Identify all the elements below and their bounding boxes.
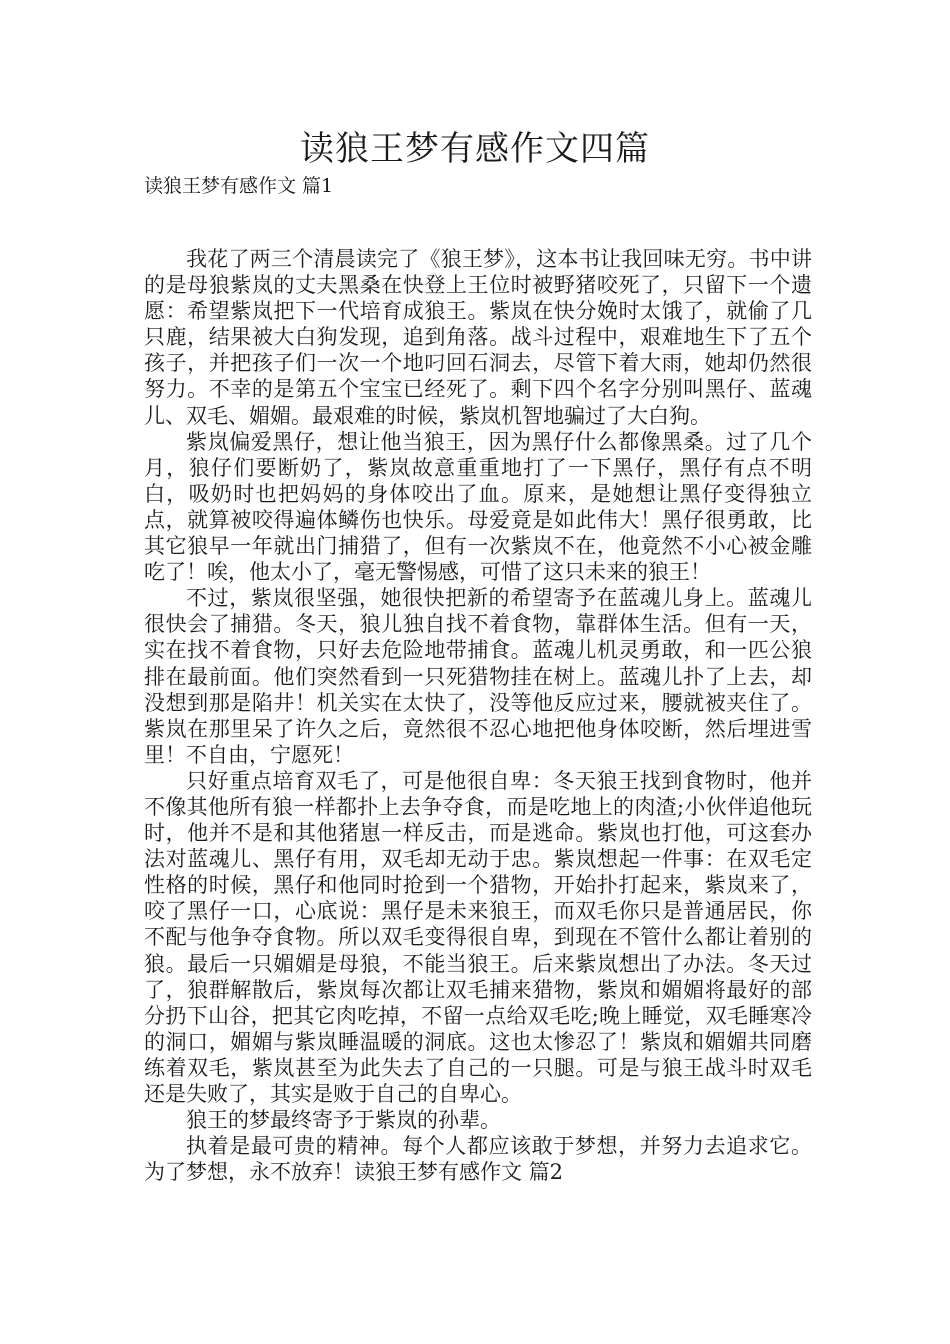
paragraph: 只好重点培育双毛了，可是他很自卑：冬天狼王找到食物时，他并不像其他所有狼一样都扑上去争夺食，而是吃地上的肉渣;小伙伴追他玩时，他并不是和其他猪崽一样反击，而是逃命。紫岚也打他，可这套办法对蓝魂儿、黑仔有用，双毛却无动于忠。紫岚想起一件事：在双毛定性格的时候，黑仔和他同时抢到一个猎物，开始扑打起来，紫岚来了，咬了黑仔一口，心底说：黑仔是未来狼王，而双毛你只是普通居民，你不配与他争夺食物。所以双毛变得很自卑，到现在不管什么都让着别的狼。最后一只媚媚是母狼，不能当狼王。后来紫岚想出了办法。冬天过了，狼群解散后，紫岚每次都让双毛捕来猎物，紫岚和媚媚将最好的部分扔下山谷，把其它肉吃掉，不留一点给双毛吃;晚上睡觉，双毛睡寒冷的洞口，媚媚与紫岚睡温暖的洞底。这也太惨忍了！紫岚和媚媚共同磨练着双毛，紫岚甚至为此失去了自己的一只腿。可是与狼王战斗时双毛还是失败了，其实是败于自己的自卑心。 — [144, 768, 812, 1106]
paragraph: 不过，紫岚很坚强，她很快把新的希望寄予在蓝魂儿身上。蓝魂儿很快会了捕猎。冬天，狼儿独自找不着食物，靠群体生活。但有一天，实在找不着食物，只好去危险地带捕食。蓝魂儿机灵勇敢，和一匹公狼排在最前面。他们突然看到一只死猎物挂在树上。蓝魂儿扑了上去，却没想到那是陷井！机关实在太快了，没等他反应过来，腰就被夹住了。紫岚在那里呆了许久之后，竟然很不忍心地把他身体咬断，然后埋进雪里！不自由，宁愿死！ — [144, 586, 812, 767]
paragraph: 我花了两三个清晨读完了《狼王梦》，这本书让我回味无穷。书中讲的是母狼紫岚的丈夫黑桑在快登上王位时被野猪咬死了，只留下一个遗愿：希望紫岚把下一代培育成狼王。紫岚在快分娩时太饿了，就偷了几只鹿，结果被大白狗发现，追到角落。战斗过程中，艰难地生下了五个孩子，并把孩子们一次一个地叼回石洞去，尽管下着大雨，她却仍然很努力。不幸的是第五个宝宝已经死了。剩下四个名字分别叫黑仔、蓝魂儿、双毛、媚媚。最艰难的时候，紫岚机智地骗过了大白狗。 — [144, 247, 812, 428]
article-body — [144, 246, 812, 1185]
paragraph: 执着是最可贵的精神。每个人都应该敢于梦想，并努力去追求它。为了梦想，永不放弃！读狼王梦有感作文 篇2 — [144, 1134, 812, 1185]
section-heading: 读狼王梦有感作文 篇1 — [144, 175, 334, 197]
document-title: 读狼王梦有感作文四篇 — [300, 129, 650, 169]
paragraph: 狼王的梦最终寄予于紫岚的孙辈。 — [186, 1108, 501, 1133]
paragraph: 紫岚偏爱黑仔，想让他当狼王，因为黑仔什么都像黑桑。过了几个月，狼仔们要断奶了，紫岚故意重重地打了一下黑仔，黑仔有点不明白，吸奶时也把妈妈的身体咬出了血。原来，是她想让黑仔变得独立点，就算被咬得遍体鳞伤也快乐。母爱竟是如此伟大！黑仔很勇敢，比其它狼早一年就出门捕猎了，但有一次紫岚不在，他竟然不小心被金雕吃了！唉，他太小了，毫无警惕感，可惜了这只未来的狼王！ — [144, 429, 812, 585]
